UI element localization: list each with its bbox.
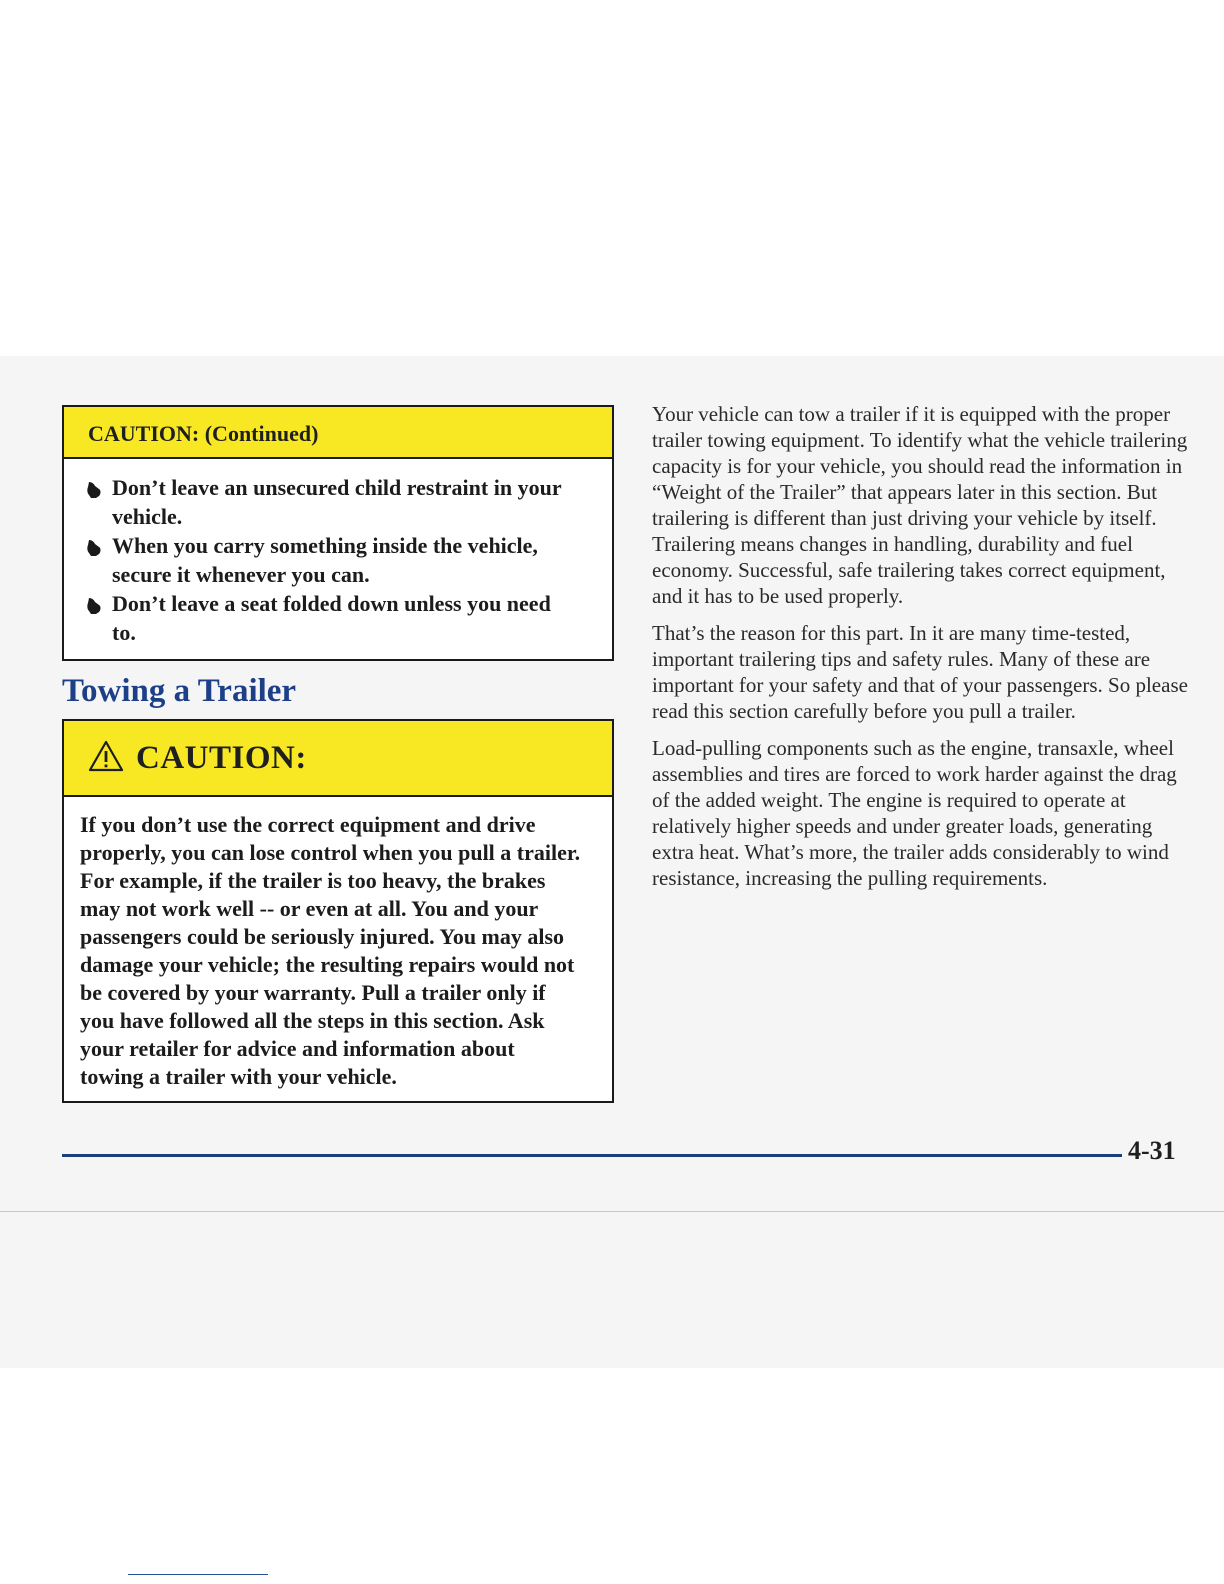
caution-main-box bbox=[62, 719, 614, 1103]
caution-bullet-text: Don’t leave a seat folded down unless you need to. bbox=[112, 591, 551, 645]
caution-main-title: CAUTION: bbox=[136, 739, 307, 776]
caution-continued-body bbox=[64, 459, 612, 659]
caution-bullet bbox=[86, 589, 572, 647]
bottom-mark-line bbox=[128, 1574, 268, 1575]
warning-triangle-icon bbox=[88, 740, 124, 777]
band-divider bbox=[0, 1211, 1224, 1212]
caution-continued-header: CAUTION: (Continued) bbox=[64, 407, 612, 459]
caution-bullet-list bbox=[86, 473, 572, 647]
body-paragraph: Load-pulling components such as the engine, transaxle, wheel assemblies and tires are forced to work harder against the drag of the added weight. The engine is required to operate at relatively higher speeds and under greater loads, generating extra heat. What’s more, the trailer adds considerably to wind resistance, increasing the pulling requirements. bbox=[652, 736, 1177, 890]
right-column bbox=[652, 401, 1192, 902]
vehicle-silhouette-icon bbox=[86, 531, 112, 560]
caution-bullet bbox=[86, 531, 572, 589]
caution-main-header bbox=[64, 721, 612, 797]
section-title: Towing a Trailer bbox=[62, 673, 297, 709]
caution-bullet-text: When you carry something inside the vehicle, secure it whenever you can. bbox=[112, 533, 538, 587]
caution-main-body bbox=[64, 797, 612, 1101]
vehicle-silhouette-icon bbox=[86, 589, 112, 618]
body-paragraph: That’s the reason for this part. In it are many time-tested, important trailering tips and safety rules. Many of these are important for your safety and that of your passengers. So please read this section carefully before you pull a trailer. bbox=[652, 621, 1188, 723]
caution-main-text: If you don’t use the correct equipment and drive properly, you can lose control when you pull a trailer. For example, if the trailer is too heavy, the brakes may not work well -- or even at all. You and your passengers could be seriously injured. You may also damage your vehicle; the resulting repairs would not be covered by your warranty. Pull a trailer only if you have followed all the steps in this section. Ask your retailer for advice and information about towing a trailer with your vehicle. bbox=[80, 812, 581, 1089]
caution-bullet bbox=[86, 473, 572, 531]
left-column bbox=[62, 405, 614, 1103]
caution-continued-box bbox=[62, 405, 614, 661]
caution-bullet-text: Don’t leave an unsecured child restraint in your vehicle. bbox=[112, 475, 562, 529]
vehicle-silhouette-icon bbox=[86, 473, 112, 502]
footer-rule bbox=[62, 1154, 1122, 1157]
body-paragraph: Your vehicle can tow a trailer if it is equipped with the proper trailer towing equipment. To identify what the vehicle trailering capacity is for your vehicle, you should read the information in “Weight of the Trailer” that appears later in this section. But trailering is different than just driving your vehicle by itself. Trailering means changes in handling, durability and fuel economy. Successful, safe trailering takes correct equipment, and it has to be used properly. bbox=[652, 402, 1188, 608]
page-number: 4-31 bbox=[1128, 1136, 1176, 1165]
